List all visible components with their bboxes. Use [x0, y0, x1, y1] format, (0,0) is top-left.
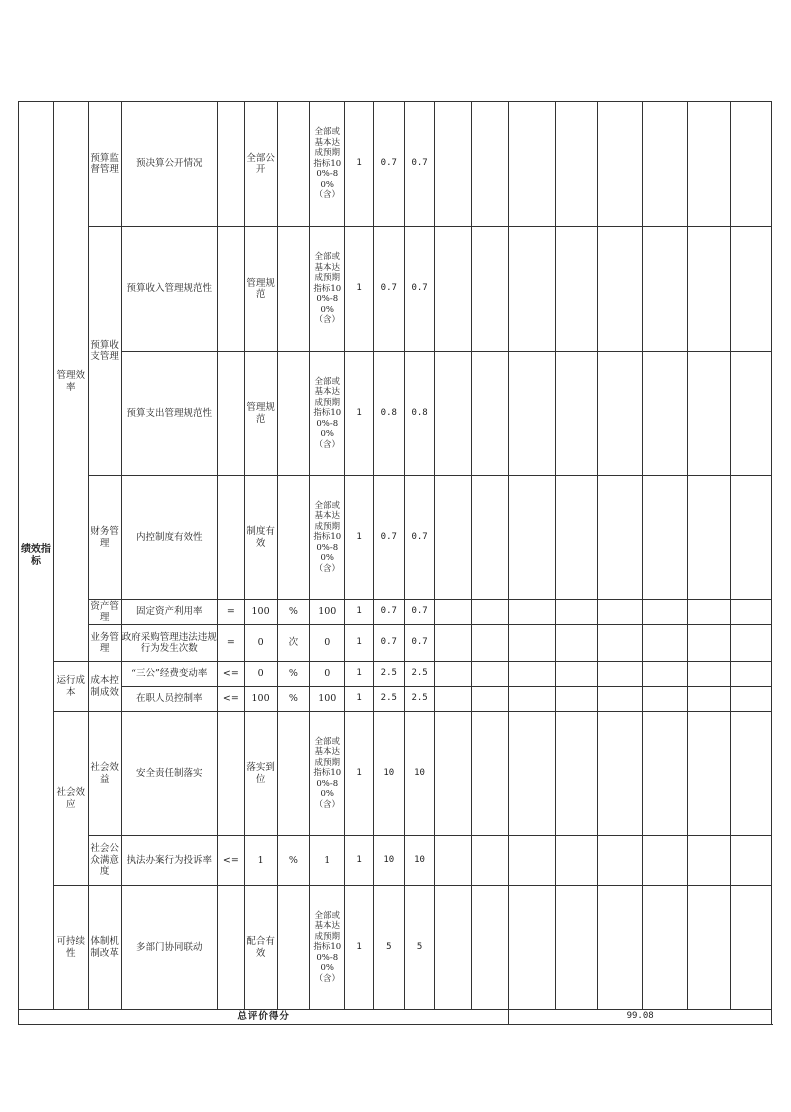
score-cell: 0.8	[373, 352, 404, 476]
group-cell: 运行成本	[53, 662, 88, 712]
level1-cell: 绩效指标	[19, 102, 54, 1010]
total-row	[19, 1010, 772, 1025]
total-label: 总评价得分	[19, 1010, 509, 1025]
table-row	[19, 687, 772, 712]
unit-cell	[277, 352, 310, 476]
subgroup-cell: 社会公众满意度	[88, 836, 121, 886]
value-cell: 100	[244, 600, 277, 625]
table-row	[19, 600, 772, 625]
table-row	[19, 712, 772, 836]
weight-cell: 1	[345, 600, 374, 625]
table-row	[19, 352, 772, 476]
weight-cell: 1	[345, 886, 374, 1010]
subgroup-cell: 业务管理	[88, 625, 121, 662]
op-cell: <=	[218, 662, 245, 687]
score-cell: 0.7	[373, 102, 404, 227]
score-cell: 2.5	[373, 662, 404, 687]
op-cell: <=	[218, 836, 245, 886]
score-cell: 10	[404, 712, 435, 836]
op-cell	[218, 352, 245, 476]
actual-cell: 100	[310, 600, 345, 625]
actual-cell: 1	[310, 836, 345, 886]
unit-cell	[277, 102, 310, 227]
score-cell: 0.7	[404, 227, 435, 352]
indicator-cell: “三公”经费变动率	[121, 662, 217, 687]
weight-cell: 1	[345, 227, 374, 352]
value-cell: 管理规范	[244, 227, 277, 352]
score-cell: 0.7	[373, 476, 404, 600]
actual-cell: 0	[310, 625, 345, 662]
value-cell: 0	[244, 662, 277, 687]
weight-cell: 1	[345, 352, 374, 476]
indicator-cell: 安全责任制落实	[121, 712, 217, 836]
performance-table	[18, 101, 772, 1025]
score-cell: 10	[373, 836, 404, 886]
op-cell: =	[218, 625, 245, 662]
table-row	[19, 886, 772, 1010]
subgroup-cell: 社会效益	[88, 712, 121, 836]
indicator-cell: 执法办案行为投诉率	[121, 836, 217, 886]
unit-cell: %	[277, 662, 310, 687]
weight-cell: 1	[345, 712, 374, 836]
score-cell: 5	[404, 886, 435, 1010]
op-cell	[218, 476, 245, 600]
unit-cell: 次	[277, 625, 310, 662]
value-cell: 管理规范	[244, 352, 277, 476]
score-cell: 10	[373, 712, 404, 836]
score-cell: 0.7	[404, 625, 435, 662]
score-cell: 0.8	[404, 352, 435, 476]
target-cell: 全部或基本达成预期指标100%-80%（含）	[310, 227, 345, 352]
table-row	[19, 836, 772, 886]
op-cell	[218, 227, 245, 352]
indicator-cell: 政府采购管理违法违规行为发生次数	[121, 625, 217, 662]
op-cell	[218, 102, 245, 227]
value-cell: 全部公开	[244, 102, 277, 227]
unit-cell	[277, 227, 310, 352]
indicator-cell: 固定资产利用率	[121, 600, 217, 625]
value-cell: 1	[244, 836, 277, 886]
score-cell: 2.5	[404, 687, 435, 712]
unit-cell: %	[277, 687, 310, 712]
score-cell: 0.7	[404, 102, 435, 227]
score-cell: 2.5	[373, 687, 404, 712]
actual-cell: 100	[310, 687, 345, 712]
score-cell: 0.7	[373, 227, 404, 352]
score-cell: 2.5	[404, 662, 435, 687]
subgroup-cell: 体制机制改革	[88, 886, 121, 1010]
target-cell: 全部或基本达成预期指标100%-80%（含）	[310, 476, 345, 600]
score-cell: 5	[373, 886, 404, 1010]
indicator-cell: 预算支出管理规范性	[121, 352, 217, 476]
weight-cell: 1	[345, 662, 374, 687]
value-cell: 落实到位	[244, 712, 277, 836]
subgroup-cell: 资产管理	[88, 600, 121, 625]
table-row	[19, 662, 772, 687]
table-row	[19, 625, 772, 662]
unit-cell	[277, 886, 310, 1010]
indicator-cell: 预决算公开情况	[121, 102, 217, 227]
score-cell: 0.7	[373, 625, 404, 662]
score-cell: 0.7	[404, 600, 435, 625]
table-row	[19, 476, 772, 600]
value-cell: 0	[244, 625, 277, 662]
value-cell: 100	[244, 687, 277, 712]
table-row	[19, 227, 772, 352]
actual-cell: 0	[310, 662, 345, 687]
total-score: 99.08	[509, 1010, 772, 1025]
weight-cell: 1	[345, 102, 374, 227]
target-cell: 全部或基本达成预期指标100%-80%（含）	[310, 712, 345, 836]
weight-cell: 1	[345, 687, 374, 712]
unit-cell: %	[277, 836, 310, 886]
score-cell: 10	[404, 836, 435, 886]
op-cell	[218, 886, 245, 1010]
unit-cell	[277, 712, 310, 836]
target-cell: 全部或基本达成预期指标100%-80%（含）	[310, 102, 345, 227]
indicator-cell: 预算收入管理规范性	[121, 227, 217, 352]
value-cell: 配合有效	[244, 886, 277, 1010]
unit-cell: %	[277, 600, 310, 625]
weight-cell: 1	[345, 625, 374, 662]
op-cell: =	[218, 600, 245, 625]
weight-cell: 1	[345, 476, 374, 600]
score-cell: 0.7	[373, 600, 404, 625]
group-cell: 社会效应	[53, 712, 88, 886]
score-cell: 0.7	[404, 476, 435, 600]
unit-cell	[277, 476, 310, 600]
weight-cell: 1	[345, 836, 374, 886]
target-cell: 全部或基本达成预期指标100%-80%（含）	[310, 352, 345, 476]
indicator-cell: 内控制度有效性	[121, 476, 217, 600]
target-cell: 全部或基本达成预期指标100%-80%（含）	[310, 886, 345, 1010]
group-cell: 可持续性	[53, 886, 88, 1010]
op-cell: <=	[218, 687, 245, 712]
table-row	[19, 102, 772, 227]
subgroup-cell: 预算收支管理	[88, 227, 121, 476]
subgroup-cell: 财务管理	[88, 476, 121, 600]
subgroup-cell: 成本控制成效	[88, 662, 121, 712]
value-cell: 制度有效	[244, 476, 277, 600]
group-cell: 管理效率	[53, 102, 88, 662]
indicator-cell: 在职人员控制率	[121, 687, 217, 712]
indicator-cell: 多部门协同联动	[121, 886, 217, 1010]
op-cell	[218, 712, 245, 836]
subgroup-cell: 预算监督管理	[88, 102, 121, 227]
